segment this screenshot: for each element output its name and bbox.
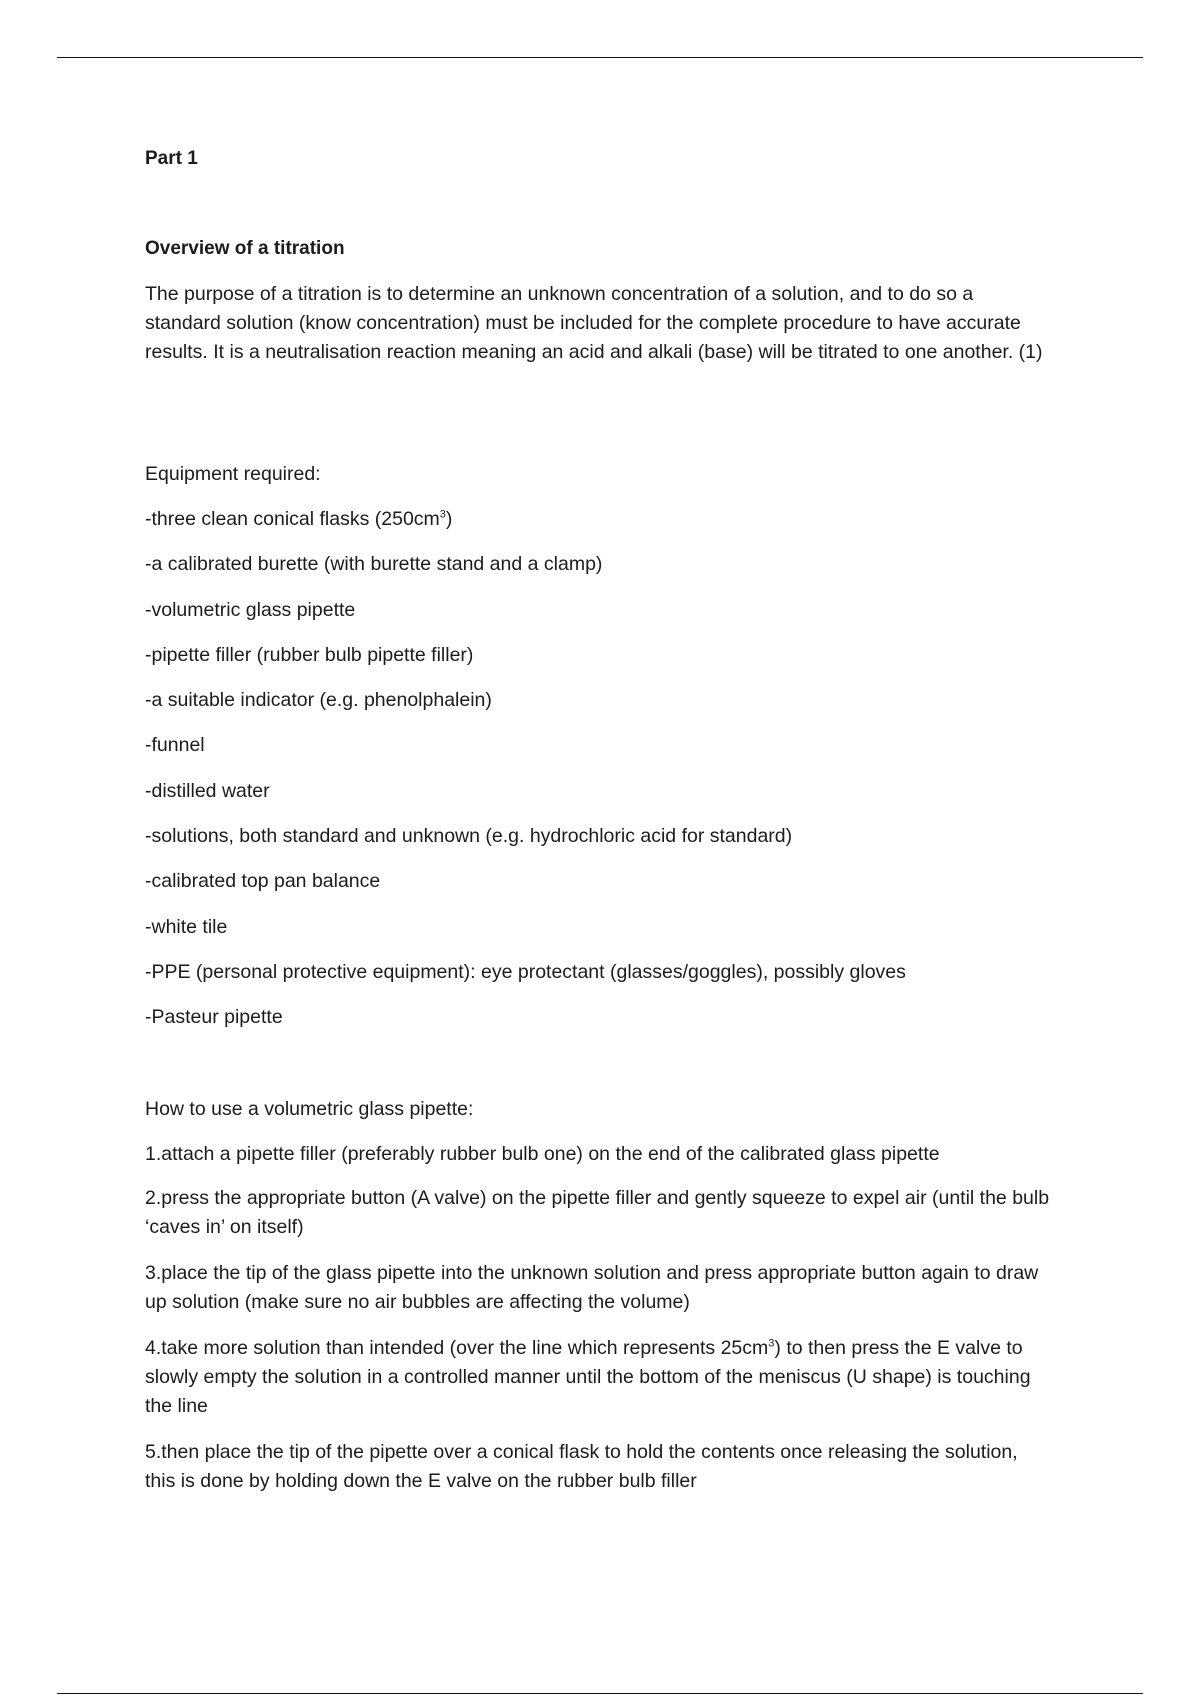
equipment-item: -PPE (personal protective equipment): eye protectant (glasses/goggles), possibly gloves <box>145 961 906 983</box>
equipment-item: -a calibrated burette (with burette stand and a clamp) <box>145 553 603 575</box>
step-4-text: 4.take more solution than intended (over the line which represents 25cm <box>145 1337 769 1359</box>
section-title: Overview of a titration <box>145 238 345 259</box>
step-4-text-continued: ) to then press the E valve to slowly empty the solution in a controlled manner until the bottom of the meniscus (U shape) is touching the line <box>145 1337 1031 1417</box>
step-4 <box>145 1334 1050 1421</box>
equipment-item: -distilled water <box>145 780 270 802</box>
overview-paragraph: The purpose of a titration is to determine an unknown concentration of a solution, and to do so a standard solution (know concentration) must be included for the complete procedure to have accurate results. It is a neutralisation reaction meaning an acid and alkali (base) will be titrated to one another. (1) <box>145 283 1043 363</box>
equipment-item: -pipette filler (rubber bulb pipette filler) <box>145 644 474 666</box>
equipment-item: -funnel <box>145 734 205 756</box>
superscript-3: 3 <box>439 508 446 521</box>
step-2: 2.press the appropriate button (A valve) on the pipette filler and gently squeeze to expel air (until the bulb ‘caves in’ on itself) <box>145 1187 1050 1238</box>
equipment-item: -Pasteur pipette <box>145 1006 283 1028</box>
step-1: 1.attach a pipette filler (preferably rubber bulb one) on the end of the calibrated glass pipette <box>145 1143 940 1165</box>
equipment-item-flasks-close: ) <box>445 508 453 530</box>
equipment-item-flasks <box>145 507 452 531</box>
equipment-item: -calibrated top pan balance <box>145 870 381 892</box>
equipment-heading: Equipment required: <box>145 463 321 485</box>
equipment-item: -solutions, both standard and unknown (e.g. hydrochloric acid for standard) <box>145 825 793 847</box>
bottom-rule <box>57 1693 1143 1694</box>
equipment-item: -volumetric glass pipette <box>145 599 356 621</box>
equipment-item: -white tile <box>145 916 228 938</box>
top-rule <box>57 57 1143 58</box>
part-title: Part 1 <box>145 148 198 169</box>
superscript-3: 3 <box>768 1337 775 1350</box>
equipment-item: -a suitable indicator (e.g. phenolphalein) <box>145 689 492 711</box>
step-3: 3.place the tip of the glass pipette into the unknown solution and press appropriate button again to draw up solution (make sure no air bubbles are affecting the volume) <box>145 1262 1039 1313</box>
pipette-heading: How to use a volumetric glass pipette: <box>145 1098 474 1120</box>
step-5: 5.then place the tip of the pipette over a conical flask to hold the contents once releasing the solution, this is done by holding down the E valve on the rubber bulb filler <box>145 1441 1018 1492</box>
equipment-item-flasks-text: -three clean conical flasks (250cm <box>145 508 440 530</box>
